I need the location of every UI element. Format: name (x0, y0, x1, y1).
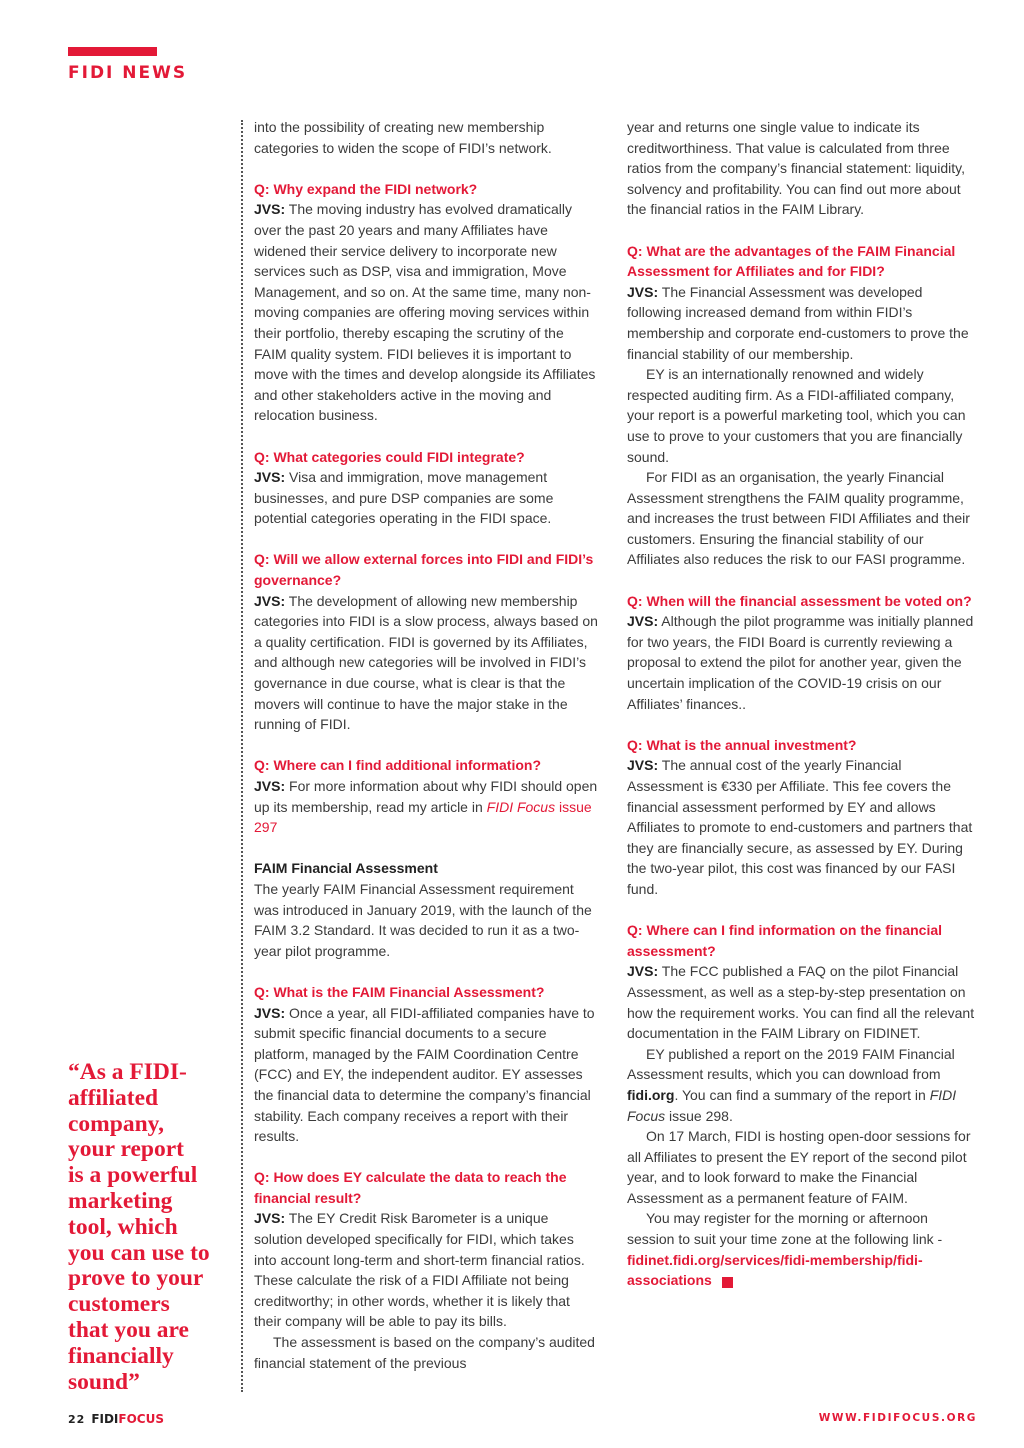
speaker-label: JVS: (627, 963, 659, 980)
paragraph (254, 467, 599, 529)
end-mark-icon: FF (722, 1277, 733, 1288)
text-run: Q: Will we allow external forces into FIDI and FIDI’s governance? (254, 551, 594, 589)
pull-quote: “As a FIDI- affiliated company, your report is a powerful marketing tool, which you can use to prove to your customers that you are financially sound” (68, 1059, 210, 1395)
paragraph (627, 282, 979, 364)
text-run: The assessment is based on the company’s audited financial statement of the previous (254, 1334, 595, 1371)
question-heading (627, 920, 979, 961)
question-heading (254, 549, 599, 590)
text-run: fidi.org (627, 1086, 675, 1103)
text-run: Although the pilot programme was initially planned for two years, the FIDI Board is currently reviewing a proposal to extend the pilot for another year, given the uncertain implication of the COVID-19 crisis on our Affiliates’ finances.. (627, 613, 974, 712)
logo-part-focus: FOCUS (118, 1412, 164, 1426)
paragraph (627, 611, 979, 714)
paragraph-spacer (254, 838, 599, 859)
paragraph (627, 755, 979, 899)
footer-website[interactable]: WWW.FIDIFOCUS.ORG (818, 1412, 977, 1424)
paragraph-spacer (254, 1147, 599, 1168)
text-run: Q: What is the FAIM Financial Assessment? (254, 983, 545, 1000)
text-run: The annual cost of the yearly Financial Assessment is €330 per Affiliate. This fee covers the financial assessment performed by EY and allows Affiliates to promote to end-customers and partners that they are financially secure, as assessed by EY. During the two-year pilot, this cost was financed by our FASI fund. (627, 757, 973, 897)
paragraph (627, 1126, 979, 1208)
text-run: FAIM Financial Assessment (254, 860, 438, 877)
speaker-label: JVS: (254, 201, 286, 218)
text-run: Q: What is the annual investment? (627, 736, 857, 753)
paragraph (254, 879, 599, 961)
text-run: EY published a report on the 2019 FAIM Financial Assessment results, which you can download from (627, 1045, 955, 1083)
paragraph (254, 1003, 599, 1147)
speaker-label: JVS: (254, 1004, 286, 1021)
paragraph (254, 591, 599, 735)
text-run: Q: When will the financial assessment be voted on? (627, 592, 972, 609)
paragraph (254, 117, 599, 158)
text-run: issue 298. (665, 1107, 733, 1124)
paragraph (254, 776, 599, 838)
paragraph (627, 961, 979, 1043)
text-run: The EY Credit Risk Barometer is a unique solution developed specifically for FIDI, which takes into account long-term and short-term financial ratios. These calculate the risk of a FIDI Affiliate not being creditworthy; in other words, whether it is likely that their company will be able to pay its bills. (254, 1210, 585, 1330)
paragraph-spacer (627, 220, 979, 241)
footer-logo (91, 1412, 164, 1426)
text-run: year and returns one single value to indicate its creditworthiness. That value is calculated from three ratios from the company’s financial statement: liquidity, solvency and profitability. You can find out more about the financial ratios in the FAIM Library. (627, 119, 965, 218)
text-run: The Financial Assessment was developed following increased demand from within FIDI’s membership and corporate end-customers to prove the financial stability of our membership. (627, 283, 969, 362)
section-title: FIDI NEWS (68, 63, 188, 83)
question-heading (627, 241, 979, 282)
text-run: Q: What are the advantages of the FAIM Financial Assessment for Affiliates and for FIDI? (627, 242, 956, 280)
text-run: Q: Where can I find additional information? (254, 757, 541, 774)
column-divider (241, 120, 243, 1392)
speaker-label: JVS: (627, 283, 659, 300)
text-run: EY is an internationally renowned and widely respected auditing firm. As a FIDI-affiliated company, your report is a powerful marketing tool, which you can use to prove to your customers that you are financially sound. (627, 366, 966, 465)
header-accent-bar (68, 47, 157, 56)
text-run: Q: Why expand the FIDI network? (254, 180, 478, 197)
text-run: The FCC published a FAQ on the pilot Financial Assessment, as well as a step-by-step presentation on how the requirement works. You can find all the relevant documentation in the FAIM Library on FIDINET. (627, 963, 975, 1042)
speaker-label: JVS: (627, 757, 659, 774)
paragraph (254, 1208, 599, 1332)
question-heading (627, 735, 979, 756)
paragraph (627, 117, 979, 220)
article-column-1 (254, 117, 599, 1373)
paragraph-spacer (254, 529, 599, 550)
paragraph-spacer (254, 961, 599, 982)
text-run: into the possibility of creating new membership categories to widen the scope of FIDI’s network. (254, 119, 552, 156)
text-run: The yearly FAIM Financial Assessment requirement was introduced in January 2019, with the launch of the FAIM 3.2 Standard. It was decided to run it as a two-year pilot programme. (254, 880, 592, 959)
text-run: For FIDI as an organisation, the yearly Financial Assessment strengthens the FAIM quality programme, and increases the trust between FIDI Affiliates and their customers. Ensuring the financial stability of our Affiliates also reduces the risk to our FASI programme. (627, 469, 970, 568)
paragraph (254, 199, 599, 426)
article-column-2 (627, 117, 979, 1291)
text-run: Q: What categories could FIDI integrate? (254, 448, 525, 465)
footer-page-info (68, 1412, 164, 1426)
question-heading (254, 755, 599, 776)
paragraph (627, 1208, 979, 1290)
subheading (254, 858, 599, 879)
paragraph-spacer (254, 158, 599, 179)
paragraph (627, 364, 979, 467)
paragraph (627, 1044, 979, 1126)
speaker-label: JVS: (254, 1210, 286, 1227)
paragraph-spacer (627, 714, 979, 735)
speaker-label: JVS: (627, 613, 659, 630)
paragraph (254, 1332, 599, 1373)
text-run: The development of allowing new membership categories into FIDI is a slow process, always based on a quality certification. FIDI is governed by its Affiliates, and although new categories will be involved in FIDI’s governance in due course, what is clear is that the movers will continue to have the major stake in the running of FIDI. (254, 592, 598, 733)
page-number: 22 (68, 1413, 86, 1426)
text-run: You may register for the morning or afternoon session to suit your time zone at the following link - (627, 1210, 943, 1248)
text-run: . You can find a summary of the report in (674, 1086, 930, 1103)
text-run: On 17 March, FIDI is hosting open-door sessions for all Affiliates to present the EY report of the second pilot year, and to look forward to make the Financial Assessment as a permanent feature of FAIM. (627, 1128, 971, 1206)
paragraph-spacer (627, 900, 979, 921)
text-run[interactable]: FIDI Focus (486, 798, 556, 815)
question-heading (254, 179, 599, 200)
paragraph-spacer (627, 570, 979, 591)
question-heading (254, 1167, 599, 1208)
paragraph-spacer (254, 426, 599, 447)
question-heading (254, 447, 599, 468)
text-run: FIDI Focus (627, 1086, 957, 1124)
text-run: Visa and immigration, move management businesses, and pure DSP companies are some potential categories operating in the FIDI space. (254, 469, 554, 527)
question-heading (627, 591, 979, 612)
logo-part-fidi: FIDI (91, 1412, 119, 1426)
link[interactable]: fidinet.fidi.org/services/fidi-membership/fidi-associations (627, 1251, 923, 1289)
text-run: The moving industry has evolved dramatically over the past 20 years and many Affiliates have widened their service delivery to incorporate new services such as DSP, visa and immigration, Move Management, and so on. At the same time, many non-moving companies are offering moving services within their portfolio, thereby escaping the scrutiny of the FAIM quality system. FIDI believes it is important to move with the times and develop alongside its Affiliates and other stakeholders active in the moving and relocation business. (254, 201, 596, 424)
text-run: For more information about why FIDI should open up its membership, read my article in (254, 778, 598, 815)
speaker-label: JVS: (254, 778, 286, 794)
question-heading (254, 982, 599, 1003)
text-run: Once a year, all FIDI-affiliated companies have to submit specific financial documents to a secure platform, managed by the FAIM Coordination Centre (FCC) and EY, the independent auditor. EY assesses the financial data to determine the company’s financial stability. Each company receives a report with their results. (254, 1004, 595, 1145)
paragraph (627, 467, 979, 570)
speaker-label: JVS: (254, 592, 286, 609)
paragraph-spacer (254, 735, 599, 756)
text-run: Q: Where can I find information on the financial assessment? (627, 922, 943, 959)
text-run: Q: How does EY calculate the data to reach the financial result? (254, 1169, 567, 1206)
text-run[interactable]: issue 297 (254, 798, 592, 836)
speaker-label: JVS: (254, 469, 286, 486)
